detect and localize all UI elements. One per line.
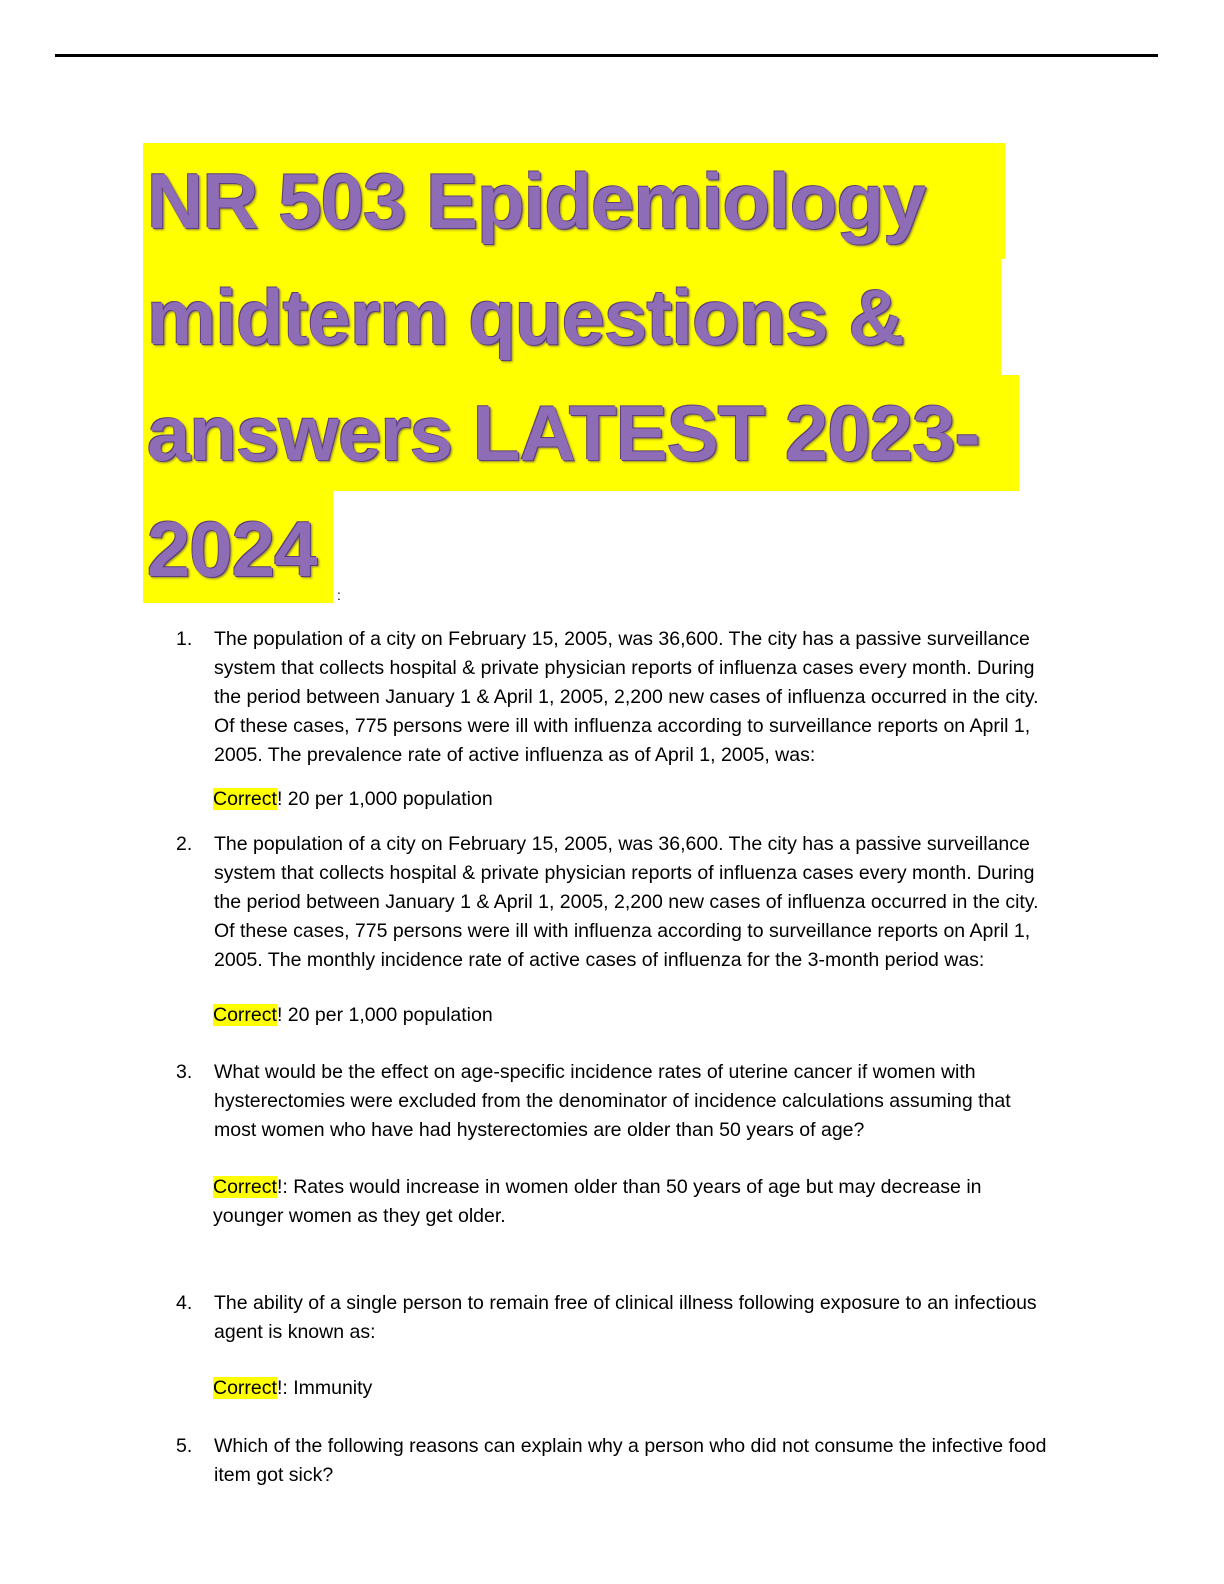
answer-text: !: Rates would increase in women older than 50 years of age but may decrease in younger women as they get older. [213, 1176, 982, 1227]
question-text: The population of a city on February 15, 2005, was 36,600. The city has a passive surveillance system that collects hospital & private physician reports of influenza cases every month. During the period between January 1 & April 1, 2005, 2,200 new cases of influenza occurred in the city. Of these cases, 775 persons were ill with influenza according to surveillance reports on April 1, 2005. The prevalence rate of active influenza as of April 1, 2005, was: [214, 628, 1039, 766]
title-line-1: NR 503 Epidemiology [143, 143, 1005, 259]
question-1 [176, 625, 1056, 770]
correct-label: Correct [213, 1004, 277, 1026]
question-2 [176, 830, 1056, 975]
question-number: 4. [176, 1292, 193, 1314]
question-text: The population of a city on February 15, 2005, was 36,600. The city has a passive surveillance system that collects hospital & private physician reports of influenza cases every month. During the period between January 1 & April 1, 2005, 2,200 new cases of influenza occurred in the city. Of these cases, 775 persons were ill with influenza according to surveillance reports on April 1, 2005. The monthly incidence rate of active cases of influenza for the 3-month period was: [214, 833, 1039, 971]
answer-3 [213, 1173, 1053, 1231]
document-title [143, 143, 1033, 603]
question-5 [176, 1432, 1056, 1490]
question-3 [176, 1058, 1056, 1145]
question-text: What would be the effect on age-specific incidence rates of uterine cancer if women with hysterectomies were excluded from the denominator of incidence calculations assuming that most women who have had hysterectomies are older than 50 years of age? [214, 1061, 1011, 1141]
answer-2 [213, 1001, 1053, 1030]
question-text: Which of the following reasons can explain why a person who did not consume the infective food item got sick? [214, 1435, 1047, 1486]
title-line-4: 2024 [143, 491, 333, 603]
title-colon: : [337, 587, 341, 603]
answer-4 [213, 1374, 1053, 1403]
title-line-2: midterm questions & [143, 259, 1001, 375]
question-number: 1. [176, 628, 193, 650]
question-number: 5. [176, 1435, 193, 1457]
answer-1 [213, 785, 1053, 814]
answer-text: ! 20 per 1,000 population [276, 1004, 493, 1026]
correct-label: Correct [213, 1377, 277, 1399]
top-horizontal-rule [55, 54, 1158, 57]
correct-label: Correct [213, 788, 277, 810]
question-text: The ability of a single person to remain free of clinical illness following exposure to an infectious agent is known as: [214, 1292, 1037, 1343]
question-number: 2. [176, 833, 193, 855]
correct-label: Correct [213, 1176, 277, 1198]
answer-text: !: Immunity [276, 1377, 373, 1399]
question-number: 3. [176, 1061, 193, 1083]
answer-text: ! 20 per 1,000 population [276, 788, 493, 810]
title-line-3: answers LATEST 2023- [143, 375, 1019, 491]
question-4 [176, 1289, 1056, 1347]
